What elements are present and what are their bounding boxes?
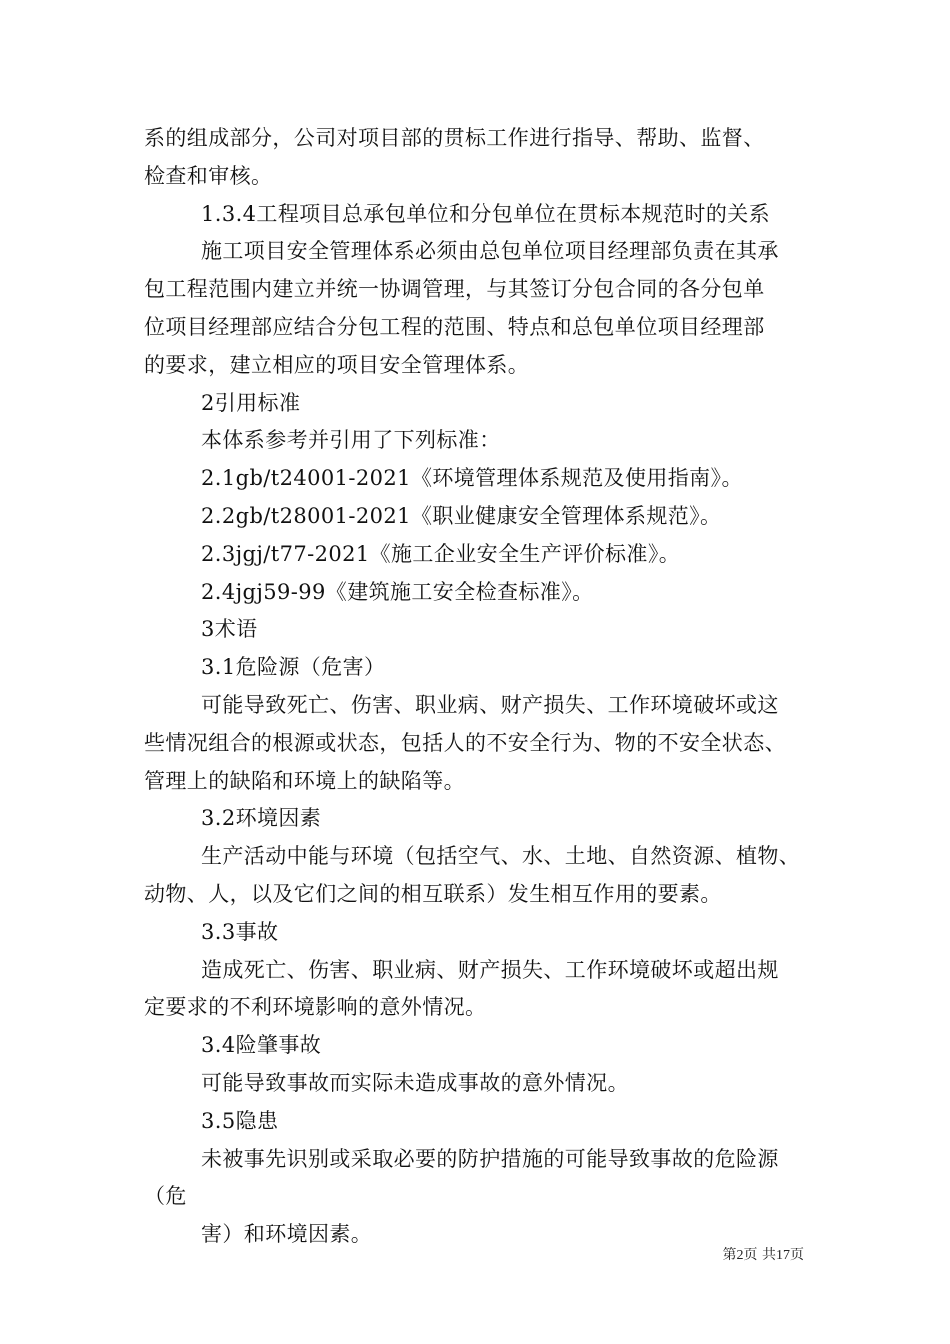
term-heading: 3.2环境因素 [201,806,322,831]
text-line: 的要求，建立相应的项目安全管理体系。 [144,352,530,377]
current-page-number: 2 [736,1248,744,1263]
term-heading: 3.1危险源（危害） [201,655,386,680]
standard-reference: 2.1gb/t24001-2021《环境管理体系规范及使用指南》。 [201,466,743,491]
term-heading: 3.5隐患 [201,1108,279,1133]
text-line: 生产活动中能与环境（包括空气、水、土地、自然资源、植物、 [201,844,801,869]
text-line: 位项目经理部应结合分包工程的范围、特点和总包单位项目经理部 [144,314,765,339]
section-heading: 3术语 [201,617,258,642]
text-line: 检查和审核。 [144,163,273,188]
total-page-count: 17 [776,1248,790,1263]
term-heading: 3.3事故 [201,919,279,944]
text-line: 动物、人，以及它们之间的相互联系）发生相互作用的要素。 [144,881,722,906]
section-heading: 2引用标准 [201,390,301,415]
page-number-footer [723,1245,804,1266]
text-line: 施工项目安全管理体系必须由总包单位项目经理部负责在其承 [201,239,779,264]
footer-prefix: 第 [722,1247,737,1263]
text-line: 包工程范围内建立并统一协调管理，与其签订分包合同的各分包单 [144,277,765,302]
text-line: 可能导致死亡、伤害、职业病、财产损失、工作环境破坏或这 [201,692,779,717]
footer-suffix: 页 [790,1247,804,1263]
standard-reference: 2.4jgj59-99《建筑施工安全检查标准》。 [201,579,594,604]
text-line: 系的组成部分，公司对项目部的贯标工作进行指导、帮助、监督、 [144,126,765,150]
text-line: 管理上的缺陷和环境上的缺陷等。 [144,768,465,793]
text-line: 害）和环境因素。 [201,1222,373,1247]
footer-middle: 页 共 [743,1247,776,1263]
text-line: 造成死亡、伤害、职业病、财产损失、工作环境破坏或超出规 [201,957,779,982]
text-line: （危 [144,1184,187,1209]
document-body [144,120,814,1254]
standard-reference: 2.3jgj/t77-2021《施工企业安全生产评价标准》。 [201,541,681,566]
text-line: 定要求的不利环境影响的意外情况。 [144,995,487,1020]
text-line: 本体系参考并引用了下列标准： [201,428,501,453]
term-heading: 3.4险肇事故 [201,1033,322,1058]
text-line: 些情况组合的根源或状态，包括人的不安全行为、物的不安全状态、 [144,730,786,755]
section-heading: 1.3.4工程项目总承包单位和分包单位在贯标本规范时的关系 [201,201,771,226]
text-line: 可能导致事故而实际未造成事故的意外情况。 [201,1070,629,1095]
text-line: 未被事先识别或采取必要的防护措施的可能导致事故的危险源 [201,1146,779,1171]
standard-reference: 2.2gb/t28001-2021《职业健康安全管理体系规范》。 [201,503,722,528]
